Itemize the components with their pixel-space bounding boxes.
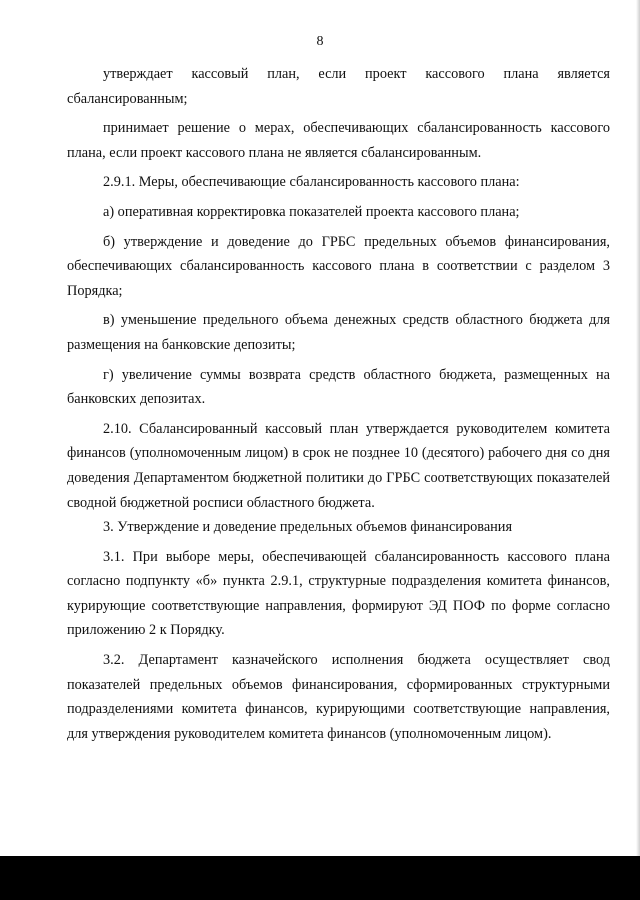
- paragraph-measure-g: г) увеличение суммы возврата средств областного бюджета, размещенных на банковских депозитах.: [67, 366, 610, 408]
- paragraph-approve-plan: утверждает кассовый план, если проект кассового плана является сбалансированным;: [67, 66, 610, 107]
- paragraph-3-2: 3.2. Департамент казначейского исполнения бюджета осуществляет свод показателей предельных объемов финансирования, сформированных структурными подразделениями комитета финансов, курирующими соответствующие направления, для утверждения руководителем комитета финансов (уполномоченным лицом).: [67, 652, 610, 742]
- scan-bottom-bar: [0, 856, 640, 900]
- paragraph-decision-measures: принимает решение о мерах, обеспечивающих сбалансированность кассового плана, если проект кассового плана не является сбалансированным.: [67, 120, 610, 161]
- section-3-heading: 3. Утверждение и доведение предельных объемов финансирования: [103, 519, 513, 536]
- paragraph-measure-b: б) утверждение и доведение до ГРБС предельных объемов финансирования, обеспечивающих сбалансированность кассового плана в соответствии с разделом 3 Порядка;: [67, 233, 610, 299]
- paragraph-2-10: 2.10. Сбалансированный кассовый план утверждается руководителем комитета финансов (уполномоченным лицом) в срок не позднее 10 (десятого) рабочего дня со дня доведения Департаментом бюджетной политики до ГРБС соответствующих показателей сводной бюджетной росписи областного бюджета.: [67, 420, 610, 511]
- page-edge-shadow: [636, 0, 640, 900]
- document-body: [67, 62, 610, 746]
- paragraph-measure-v: в) уменьшение предельного объема денежных средств областного бюджета для размещения на банковские депозиты;: [67, 312, 610, 353]
- paragraph-3-1: 3.1. При выборе меры, обеспечивающей сбалансированность кассового плана согласно подпункту «б» пункта 2.9.1, структурные подразделения комитета финансов, курирующие соответствующие направления, формируют ЭД ПОФ по форме согласно приложению 2 к Порядку.: [67, 548, 610, 639]
- page-number: 8: [316, 34, 324, 49]
- paragraph-measure-a: а) оперативная корректировка показателей проекта кассового плана;: [103, 203, 520, 220]
- paragraph-measures-heading: 2.9.1. Меры, обеспечивающие сбалансированность кассового плана:: [103, 174, 520, 191]
